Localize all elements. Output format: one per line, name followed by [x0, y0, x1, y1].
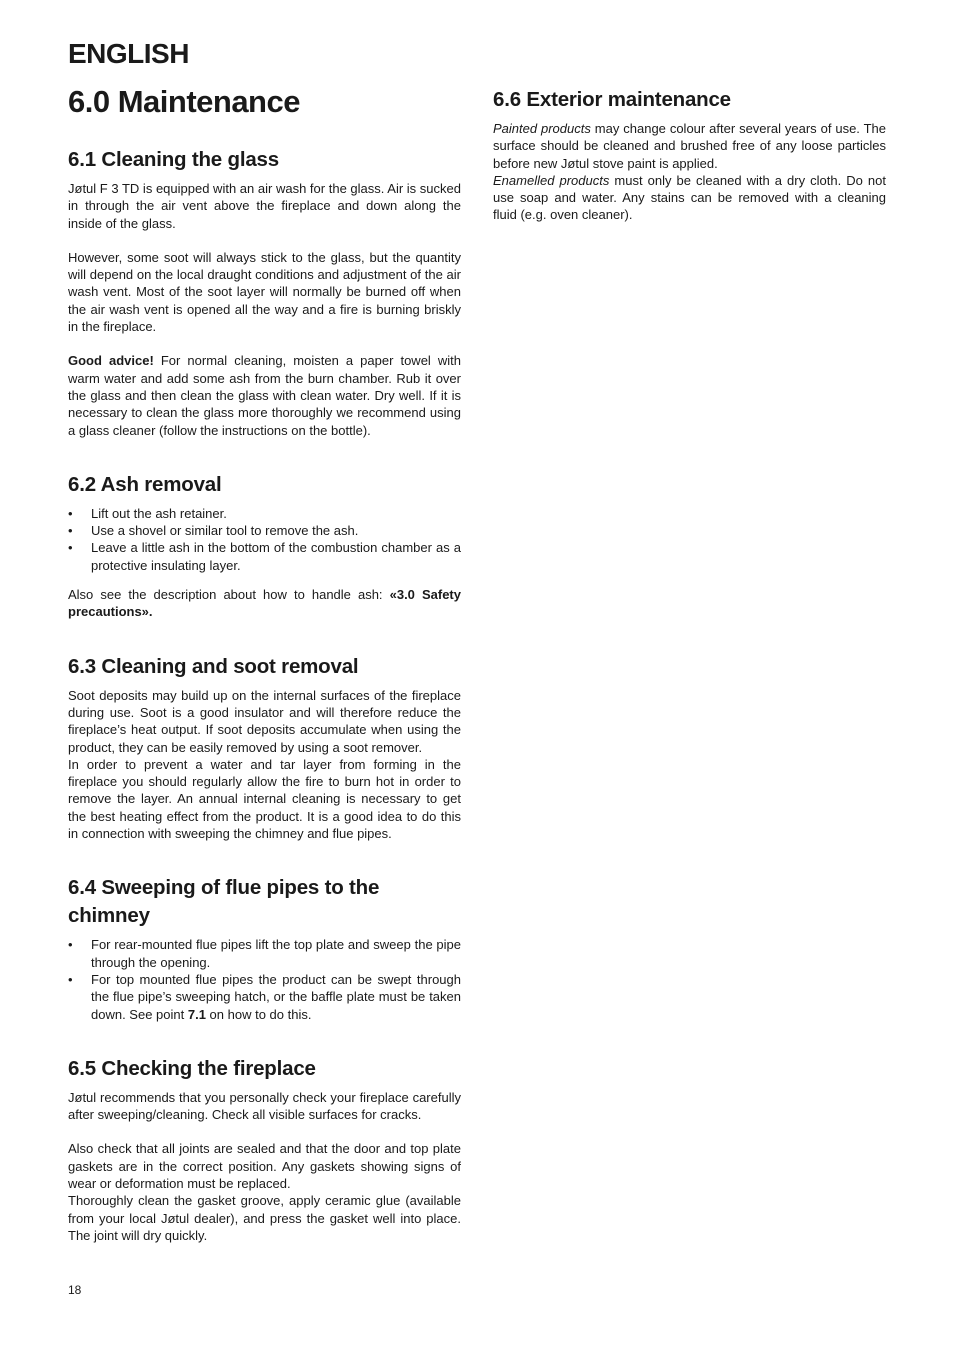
list-item-text: For rear-mounted flue pipes lift the top plate and sweep the pipe through the opening. [91, 937, 461, 970]
paragraph-text: Also see the description about how to handle ash: [68, 587, 390, 603]
bullet: • [68, 505, 73, 521]
paragraph: Jøtul F 3 TD is equipped with an air wash for the glass. Air is sucked in through the air vent above the fireplace and down along the inside of the glass. [68, 181, 461, 231]
paragraph-text: may change colour after several years of use. The surface should be cleaned and brushed free of any loose particles before new Jøtul stove paint is applied. [493, 121, 886, 171]
paragraph: Jøtul recommends that you personally check your fireplace carefully after sweeping/cleaning. Check all visible surfaces for cracks. [68, 1089, 461, 1123]
bullet: • [68, 937, 73, 953]
good-advice-label: Good advice! [68, 353, 154, 369]
right-column [493, 86, 886, 224]
list-item [68, 936, 461, 971]
bullet: • [68, 971, 73, 987]
section-heading-6-2: 6.2 Ash removal [68, 472, 222, 496]
section-heading-6-5: 6.5 Checking the fireplace [68, 1056, 316, 1080]
paragraph-ash-note [68, 586, 461, 621]
list-item-text: For top mounted flue pipes the product can be swept through the flue pipe’s sweeping hatch, or the baffle plate must be taken down. See point [91, 971, 461, 1022]
painted-products-label: Painted products [493, 121, 591, 136]
language-label: ENGLISH [68, 38, 189, 69]
list-item [68, 971, 461, 1023]
page-title: 6.0 Maintenance [68, 84, 300, 119]
paragraph-enamelled [493, 172, 886, 224]
safety-reference: «3.0 Safety precautions». [68, 587, 461, 620]
paragraph-text: must only be cleaned with a dry cloth. Do not use soap and water. Any stains can be removed with a cleaning fluid (e.g. oven cleaner). [493, 172, 886, 223]
bullet: • [68, 523, 73, 539]
paragraph: Soot deposits may build up on the internal surfaces of the fireplace during use. Soot is a good insulator and will therefore reduce the fireplace’s heat output. If soot deposits accumulate when using the product, they can be easily removed by using a soot remover. [68, 687, 461, 755]
flue-sweeping-list [68, 936, 461, 1022]
section-exterior-maintenance [493, 86, 886, 224]
section-cleaning-glass [68, 146, 461, 439]
paragraph: Also check that all joints are sealed and that the door and top plate gaskets are in the correct position. Any gaskets showing signs of wear or deformation must be replaced. [68, 1141, 461, 1191]
bullet: • [68, 540, 73, 556]
paragraph: In order to prevent a water and tar layer from forming in the fireplace you should regularly allow the fire to burn hot in order to remove the layer. An annual internal cleaning is necessary to get the best heating effect from the product. It is a good idea to do this in connection with sweeping the chimney and flue pipes. [68, 756, 461, 842]
section-flue-sweeping [68, 874, 461, 1022]
section-heading-6-1: 6.1 Cleaning the glass [68, 148, 279, 171]
enamelled-products-label: Enamelled products [493, 172, 610, 188]
paragraph-text: For normal cleaning, moisten a paper towel with warm water and add some ash from the burn chamber. Rub it over the glass and then clean the glass with clean water. Dry well. If it is necessary to clean the glass more thoroughly we recommend using a glass cleaner (follow the instructions on the bottle). [68, 353, 461, 438]
list-item-text: Lift out the ash retainer. [91, 505, 227, 521]
list-item [68, 505, 461, 522]
section-checking-fireplace [68, 1055, 461, 1244]
list-item-text: Leave a little ash in the bottom of the combustion chamber as a protective insulating layer. [91, 540, 461, 573]
list-item [68, 522, 461, 539]
paragraph: Thoroughly clean the gasket groove, apply ceramic glue (available from your local Jøtul dealer), and press the gasket well into place. The joint will dry quickly. [68, 1193, 461, 1243]
ash-removal-list [68, 505, 461, 574]
point-reference: 7.1 [187, 1006, 206, 1022]
section-ash-removal [68, 471, 461, 621]
paragraph: However, some soot will always stick to the glass, but the quantity will depend on the local draught conditions and adjustment of the air wash vent. Most of the soot layer will normally be burned off when the air wash vent is opened all the way and a fire is burning briskly in the fireplace. [68, 249, 461, 335]
section-heading-6-6: 6.6 Exterior maintenance [493, 88, 731, 111]
section-heading-6-4: 6.4 Sweeping of flue pipes to the chimney [68, 876, 380, 928]
paragraph-painted [493, 120, 886, 172]
list-item-text: Use a shovel or similar tool to remove the ash. [91, 523, 359, 539]
page-number: 18 [68, 1283, 82, 1297]
section-soot-removal [68, 653, 461, 843]
paragraph-good-advice [68, 352, 461, 438]
left-column [68, 146, 461, 1244]
list-item-text: on how to do this. [205, 1006, 312, 1022]
list-item [68, 539, 461, 574]
section-heading-6-3: 6.3 Cleaning and soot removal [68, 654, 359, 678]
